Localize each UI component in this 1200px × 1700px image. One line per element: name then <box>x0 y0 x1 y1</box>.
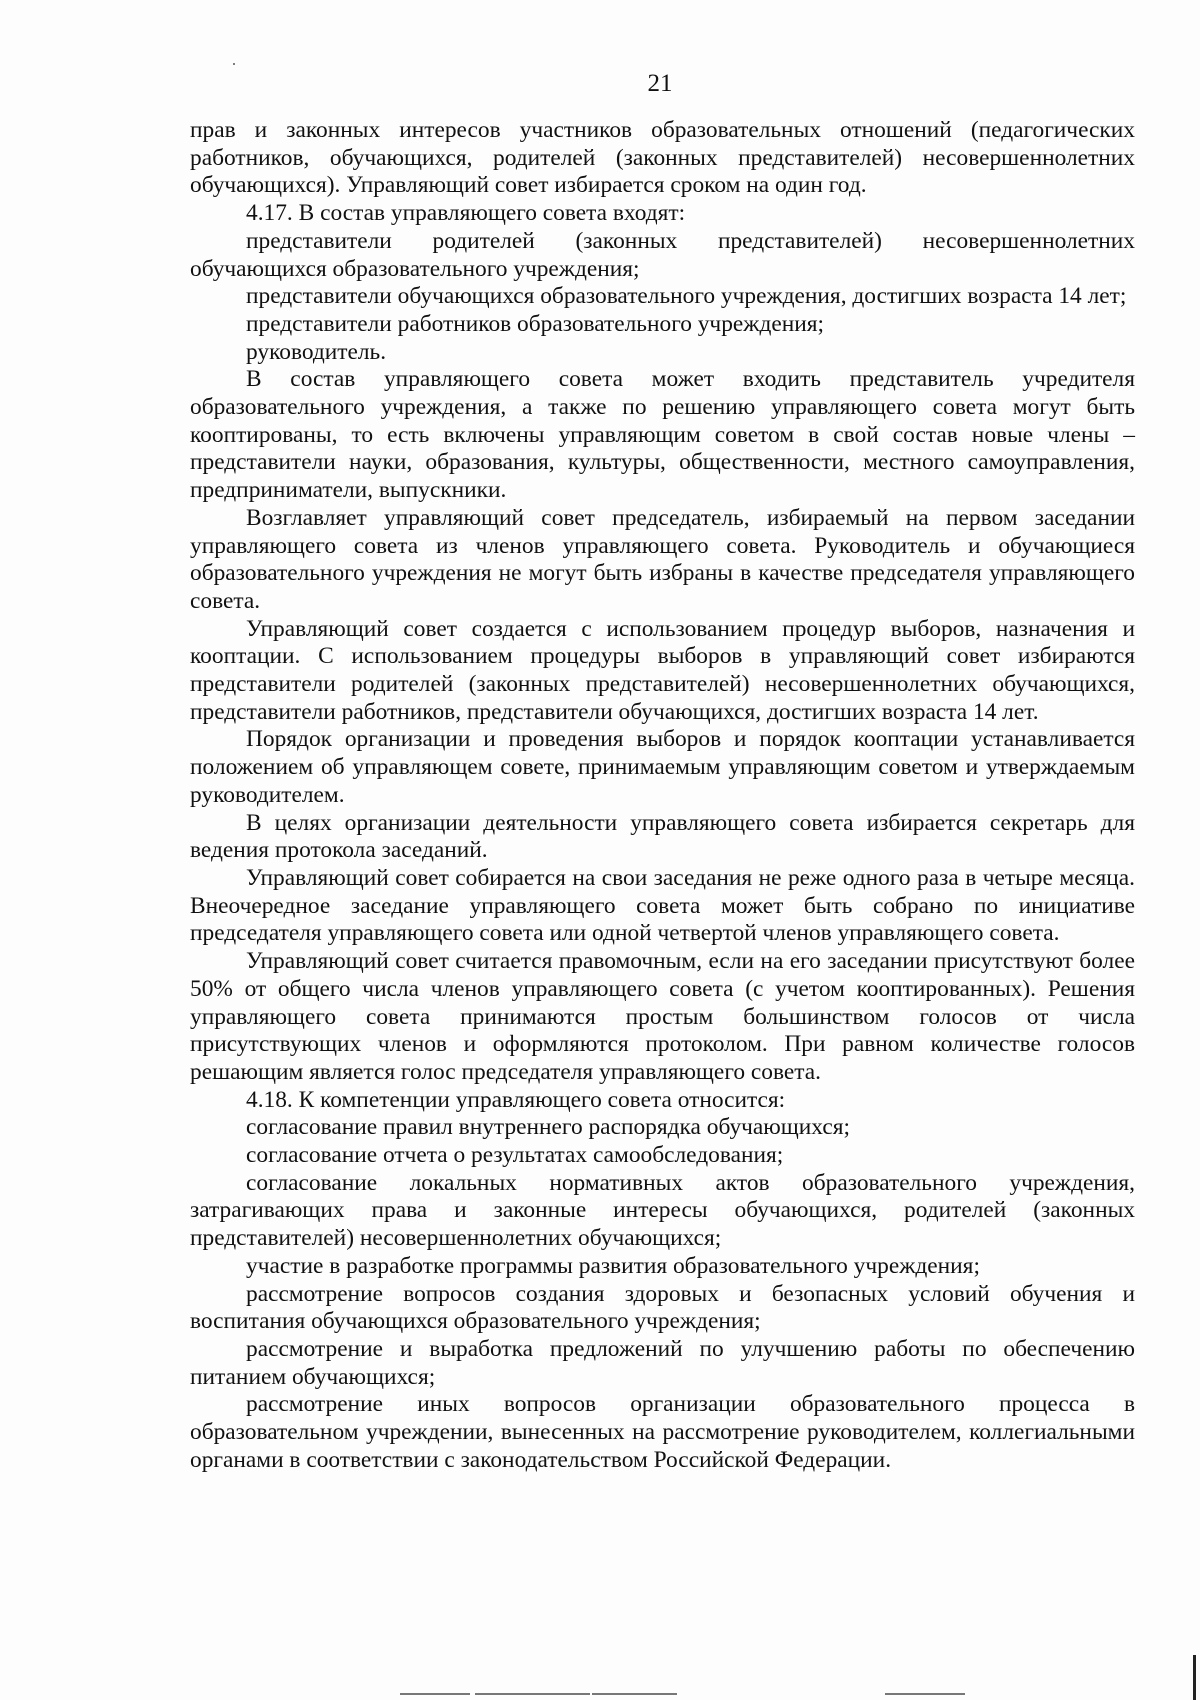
list-item: представители работников образовательного учреждения; <box>246 310 825 337</box>
document-body <box>190 117 1135 1474</box>
list-item: согласование отчета о результатах самообследования; <box>246 1142 784 1169</box>
list-item: рассмотрение и выработка предложений по улучшению работы по обеспечению питанием обучающихся; <box>190 1335 1135 1390</box>
scan-artifact-line <box>885 1693 965 1695</box>
list-item: представители родителей (законных представителей) несовершеннолетних обучающихся образовательного учреждения; <box>190 227 1135 282</box>
list-item: представители обучающихся образовательного учреждения, достигших возраста 14 лет; <box>246 283 1127 310</box>
paragraph: прав и законных интересов участников образовательных отношений (педагогических работников, обучающихся, родителей (законных представителей) несовершеннолетних обучающихся). Управляющий совет избирается сроком на один год. <box>190 117 1135 199</box>
scan-artifact-line <box>592 1693 677 1695</box>
page-number: 21 <box>647 70 673 97</box>
paragraph: Управляющий совет собирается на свои заседания не реже одного раза в четыре месяца. Внеочередное заседание управляющего совета может быть собрано по инициативе председателя управляющего совета или одной четвертой членов управляющего совета. <box>190 864 1135 947</box>
section-heading-4-18: 4.18. К компетенции управляющего совета относится: <box>246 1086 786 1113</box>
paragraph: Управляющий совет создается с использованием процедур выборов, назначения и кооптации. С использованием процедуры выборов в управляющий совет избираются представители родителей (законных представителей) несовершеннолетних обучающихся, представители работников, представители обучающихся, достигших возраста 14 лет. <box>190 615 1135 725</box>
scan-speck <box>233 63 235 65</box>
scan-artifact-line <box>400 1693 470 1695</box>
paragraph: Порядок организации и проведения выборов и порядок кооптации устанавливается положением об управляющем совете, принимаемым управляющим советом и утверждаемым руководителем. <box>190 726 1135 808</box>
list-item: руководитель. <box>246 338 387 365</box>
list-item: рассмотрение иных вопросов организации образовательного процесса в образовательном учреждении, вынесенных на рассмотрение руководителем, коллегиальными органами в соответствии с законодательством Российской Федерации. <box>190 1391 1135 1473</box>
list-item: согласование локальных нормативных актов образовательного учреждения, затрагивающих права и законные интересы обучающихся, родителей (законных представителей) несовершеннолетних обучающихся; <box>190 1169 1135 1252</box>
list-item: рассмотрение вопросов создания здоровых и безопасных условий обучения и воспитания обучающихся образовательного учреждения; <box>190 1280 1135 1335</box>
scan-margin-mark <box>1193 1655 1196 1700</box>
section-heading-4-17: 4.17. В состав управляющего совета входят: <box>246 200 686 227</box>
list-item: участие в разработке программы развития образовательного учреждения; <box>246 1252 980 1279</box>
paragraph: В состав управляющего совета может входить представитель учредителя образовательного учреждения, а также по решению управляющего совета могут быть кооптированы, то есть включены управляющим советом в свой состав новые члены – представители науки, образования, культуры, общественности, местного самоуправления, предприниматели, выпускники. <box>190 366 1135 504</box>
scan-artifact-line <box>475 1693 590 1695</box>
paragraph: Возглавляет управляющий совет председатель, избираемый на первом заседании управляющего совета из членов управляющего совета. Руководитель и обучающиеся образовательного учреждения не могут быть избраны в качестве председателя управляющего совета. <box>190 504 1135 614</box>
paragraph: В целях организации деятельности управляющего совета избирается секретарь для ведения протокола заседаний. <box>190 809 1135 864</box>
paragraph: Управляющий совет считается правомочным, если на его заседании присутствуют более 50% от общего числа членов управляющего совета (с учетом кооптированных). Решения управляющего совета принимаются простым большинством голосов от числа присутствующих членов и оформляются протоколом. При равном количестве голосов решающим является голос председателя управляющего совета. <box>190 948 1135 1085</box>
list-item: согласование правил внутреннего распорядка обучающихся; <box>246 1114 850 1141</box>
